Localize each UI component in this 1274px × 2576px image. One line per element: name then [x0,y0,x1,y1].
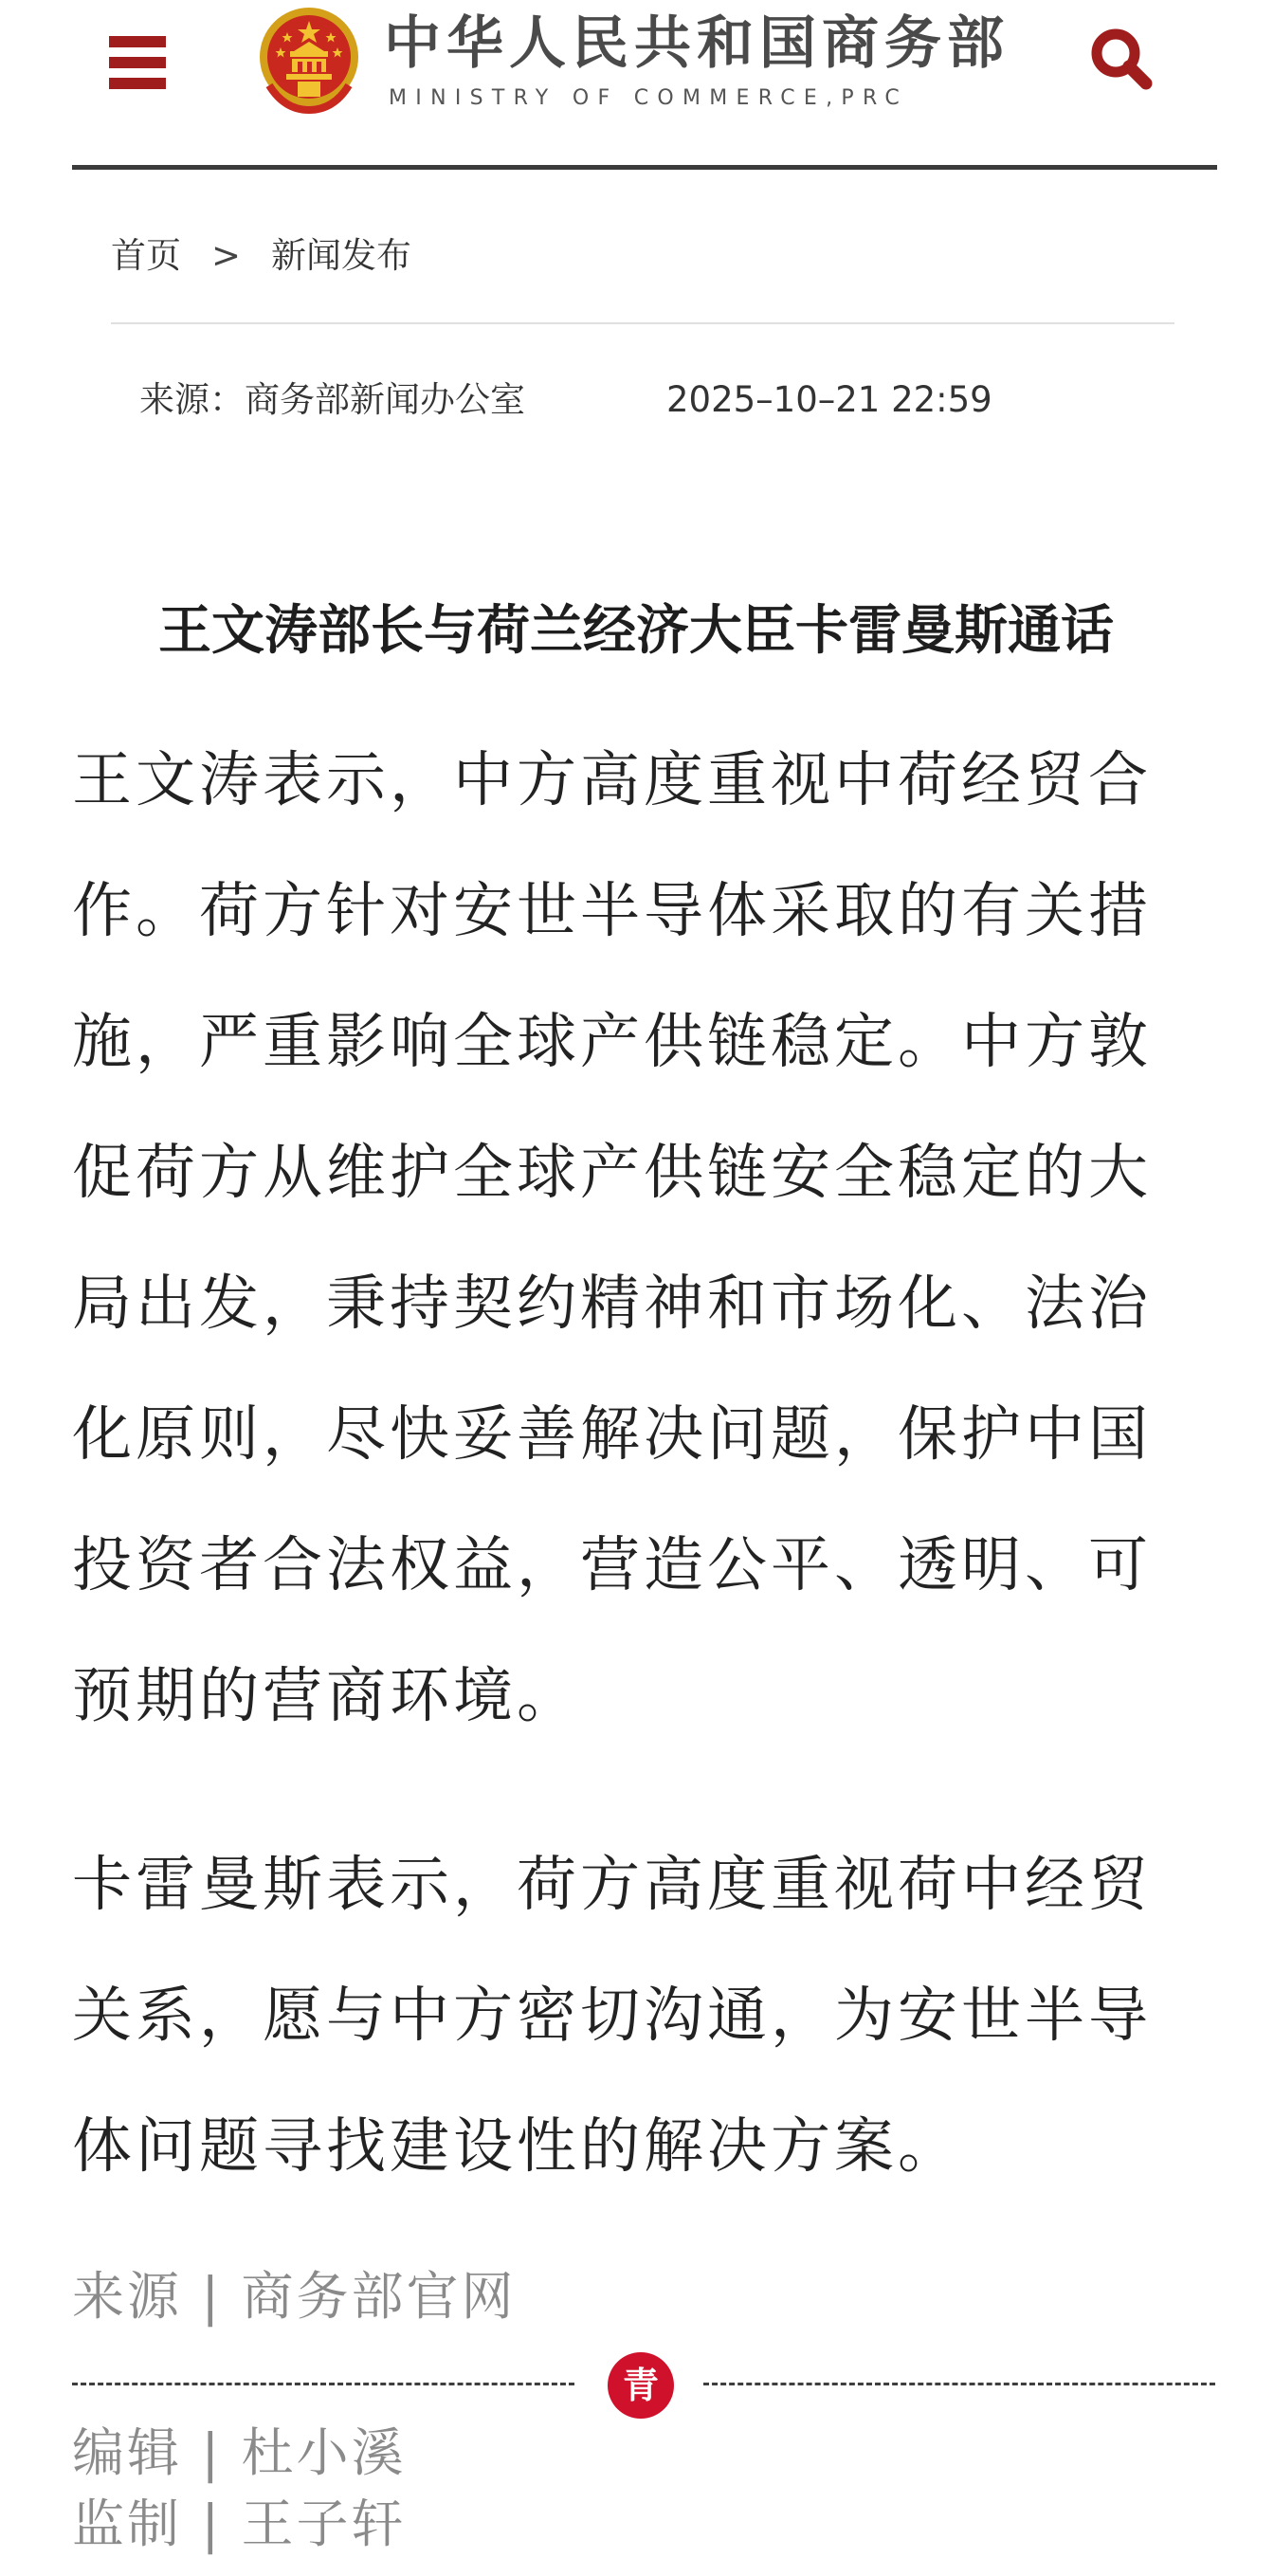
article-timestamp: 2025–10–21 22:59 [666,379,992,420]
footer-source: 来源 | 商务部官网 [72,2266,517,2327]
breadcrumb-home-link[interactable]: 首页 [111,235,181,276]
site-header [0,0,1274,171]
seal-logo-icon [605,2349,677,2421]
footer-supervisor: 监制 | 王子轩 [72,2494,407,2554]
breadcrumb-news-release-link[interactable]: 新闻发布 [271,235,412,276]
national-emblem-icon [256,4,362,114]
header-divider [72,165,1217,170]
breadcrumb [111,228,411,284]
meta-divider [111,322,1174,324]
svg-text:青: 青 [622,2364,660,2406]
article-paragraph: 王文涛表示，中方高度重视中荷经贸合作。荷方针对安世半导体采取的有关措施，严重影响全球产供链稳定。中方敦促荷方从维护全球产供链安全稳定的大局出发，秉持契约精神和市场化、法治化原则，尽快妥善解决问题，保护中国投资者合法权益，营造公平、透明、可预期的营商环境。 [72,745,1152,1730]
dashed-divider-right [703,2383,1215,2385]
article-paragraph: 卡雷曼斯表示，荷方高度重视荷中经贸关系，愿与中方密切沟通，为安世半导体问题寻找建设性的解决方案。 [72,1850,1152,2181]
search-icon[interactable] [1085,23,1157,95]
site-title-en: MINISTRY OF COMMERCE,PRC [389,86,909,110]
footer-editor: 编辑 | 杜小溪 [72,2422,407,2483]
article-source: 来源：商务部新闻办公室 [139,379,525,420]
article-title: 王文涛部长与荷兰经济大臣卡雷曼斯通话 [158,599,1114,662]
breadcrumb-separator: > [211,235,242,276]
hamburger-menu-icon[interactable] [109,36,166,89]
site-title-cn: 中华人民共和国商务部 [384,10,1010,77]
dashed-divider-left [72,2383,574,2385]
